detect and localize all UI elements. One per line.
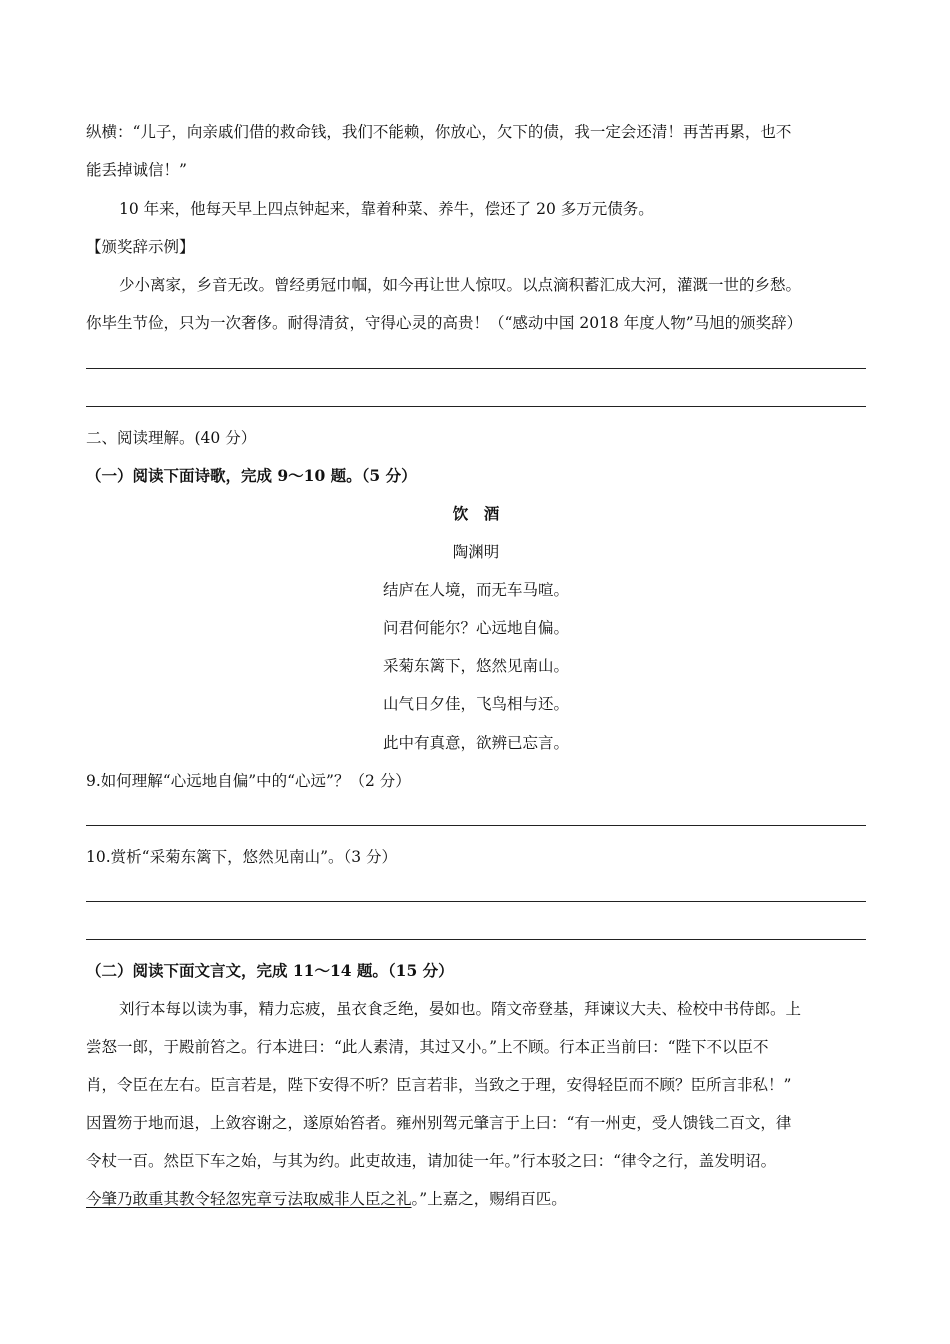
poem-line: 结庐在人境，而无车马喧。 [382, 581, 569, 599]
answer-line[interactable] [86, 825, 866, 826]
award-line: 你毕生节俭，只为一次奢侈。耐得清贫，守得心灵的高贵！（“感动中国 2018 年度人物”马旭的颁奖辞） [86, 314, 803, 332]
passage-line: 纵横：“儿子，向亲戚们借的救命钱，我们不能赖，你放心，欠下的债，我一定会还清！再苦再累，也不 [86, 123, 792, 141]
answer-line[interactable] [86, 901, 866, 902]
poem-line: 采菊东篱下，悠然见南山。 [382, 657, 569, 675]
classical-line: 肖，令臣在左右。臣言若是，陛下安得不听？臣言若非，当致之于理，安得轻臣而不顾？臣所言非私！” [86, 1076, 792, 1094]
award-line: 少小离家，乡音无改。曾经勇冠巾帼，如今再让世人惊叹。以点滴积蓄汇成大河，灌溉一世的乡愁。 [119, 276, 802, 294]
question-10: 10.赏析“采菊东篱下，悠然见南山”。（3 分） [86, 848, 398, 866]
classical-line: 因置笏于地而退，上敛容谢之，遂原始笞者。雍州别驾元肇言于上曰：“有一州吏，受人馈钱二百文，律 [86, 1114, 792, 1132]
part-heading: （一）阅读下面诗歌，完成 9～10 题。（5 分） [86, 466, 417, 485]
classical-line: 令杖一百。然臣下车之始，与其为约。此吏故违，请加徒一年。”行本驳之曰：“律令之行，盖发明诏。 [86, 1152, 777, 1170]
question-9: 9.如何理解“心远地自偏”中的“心远”？（2 分） [86, 772, 411, 790]
section-heading: 二、阅读理解。(40 分） [86, 429, 257, 447]
part-heading: （二）阅读下面文言文，完成 11～14 题。（15 分） [86, 961, 454, 980]
answer-line[interactable] [86, 368, 866, 369]
poem-line: 问君何能尔？心远地自偏。 [382, 619, 569, 637]
classical-line-last [86, 1189, 866, 1209]
passage-line: 10 年来，他每天早上四点钟起来，靠着种菜、养牛，偿还了 20 多万元债务。 [119, 200, 654, 218]
passage-line: 能丢掉诚信！” [86, 161, 187, 179]
classical-line-tail: 。”上嘉之，赐绢百匹。 [411, 1190, 567, 1208]
poem-title: 饮 酒 [452, 504, 500, 523]
answer-line[interactable] [86, 939, 866, 940]
underlined-sentence: 今肇乃敢重其教令轻忽宪章亏法取威非人臣之礼 [86, 1190, 412, 1208]
poem-author: 陶渊明 [452, 543, 500, 561]
classical-line: 尝怒一郎，于殿前笞之。行本进曰：“此人素清，其过又小。”上不顾。行本正当前曰：“陛下不以臣不 [86, 1038, 769, 1056]
answer-line[interactable] [86, 406, 866, 407]
award-heading: 【颁奖辞示例】 [86, 238, 195, 256]
poem-line: 山气日夕佳，飞鸟相与还。 [382, 695, 569, 713]
poem-line: 此中有真意，欲辨已忘言。 [382, 734, 569, 752]
classical-line: 刘行本每以读为事，精力忘疲，虽衣食乏绝，晏如也。隋文帝登基，拜谏议大夫、检校中书侍郎。上 [119, 1000, 802, 1018]
